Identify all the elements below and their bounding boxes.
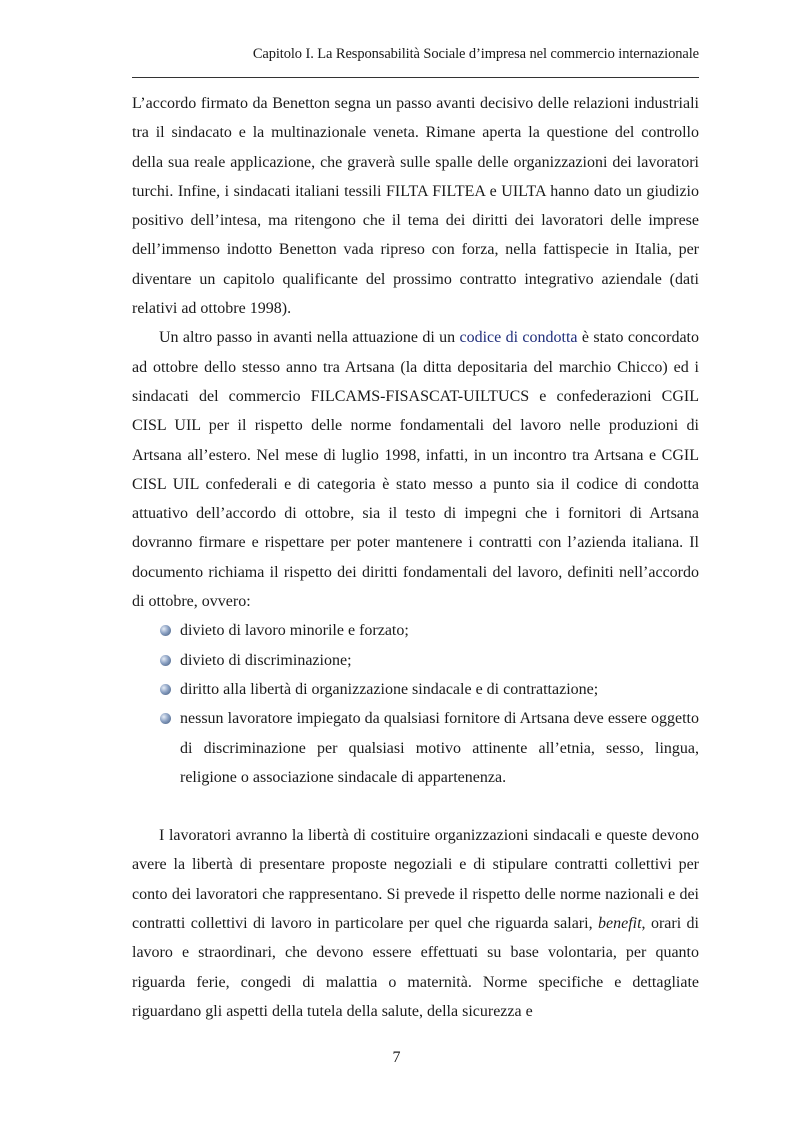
bullet-icon: [160, 713, 171, 724]
paragraph-2-start: Un altro passo in avanti nella attuazione di un: [159, 329, 460, 347]
bullet-icon: [160, 684, 171, 695]
list-item: [152, 646, 699, 675]
page-number: 7: [392, 1049, 401, 1066]
list-item-text: nessun lavoratore impiegato da qualsiasi fornitore di Artsana deve essere oggetto di discriminazione per qualsiasi motivo attinente all’etnia, sesso, lingua, religione o associazione sindacale di appartenenza.: [180, 710, 699, 786]
benefit-term: benefit: [597, 915, 642, 933]
codice-di-condotta-link[interactable]: codice di condotta: [459, 329, 578, 347]
paragraph-3-end: , orari di lavoro e straordinari, che devono essere effettuati su base volontaria, per quanto riguarda ferie, congedi di malattia o maternità. Norme specifiche e dettagliate riguardano gli aspetti della tutela della salute, della sicurezza e: [132, 915, 699, 1020]
list-item-text: divieto di discriminazione;: [180, 651, 352, 669]
paragraph-2: [132, 323, 699, 616]
list-item-text: diritto alla libertà di organizzazione sindacale e di contrattazione;: [180, 680, 599, 698]
list-item: [152, 675, 699, 704]
bullet-icon: [160, 625, 171, 636]
header-rule: [132, 77, 699, 78]
paragraph-3: [132, 821, 699, 1026]
paragraph-3-start: I lavoratori avranno la libertà di costituire organizzazioni sindacali e queste devono avere la libertà di presentare proposte negoziali e di stipulare contratti collettivi per conto dei lavoratori che rappresentano. Si prevede il rispetto delle norme nazionali e dei contratti collettivi di lavoro in particolare per quel che riguarda salari,: [132, 827, 699, 933]
paragraph-gap: [132, 792, 699, 821]
paragraph-1: L’accordo firmato da Benetton segna un passo avanti decisivo delle relazioni industriali tra il sindacato e la multinazionale veneta. Rimane aperta la questione del controllo della sua reale applicazione, che graverà sulle spalle delle organizzazioni dei lavoratori turchi. Infine, i sindacati italiani tessili FILTA FILTEA e UILTA hanno dato un giudizio positivo dell’intesa, ma ritengono che il tema dei diritti dei lavoratori delle imprese dell’immenso indotto Benetton vada ripreso con forza, nella fattispecie in Italia, per diventare un capitolo qualificante del prossimo contratto integrativo aziendale (dati relativi ad ottobre 1998).: [132, 95, 699, 318]
body-text: [132, 89, 699, 1026]
list-item: [152, 704, 699, 792]
running-header: Capitolo I. La Responsabilità Sociale d’impresa nel commercio internazionale: [252, 46, 699, 62]
list-item-text: divieto di lavoro minorile e forzato;: [180, 622, 409, 640]
bullet-icon: [160, 655, 171, 666]
list-item: [152, 616, 699, 645]
paragraph-2-end: è stato concordato ad ottobre dello stesso anno tra Artsana (la ditta depositaria del marchio Chicco) ed i sindacati del commercio FILCAMS-FISASCAT-UILTUCS e confederazioni CGIL CISL UIL per il rispetto delle norme fondamentali del lavoro nelle produzioni di Artsana all’estero. Nel mese di luglio 1998, infatti, in un incontro tra Artsana e CGIL CISL UIL confederali e di categoria è stato messo a punto sia il codice di condotta attuativo dell’accordo di ottobre, sia il testo di impegni che i fornitori di Artsana dovranno firmare e rispettare per poter mantenere i contratti con l’azienda italiana. Il documento richiama il rispetto dei diritti fondamentali del lavoro, definiti nell’accordo di ottobre, ovvero:: [132, 329, 699, 611]
rights-list: [132, 616, 699, 792]
